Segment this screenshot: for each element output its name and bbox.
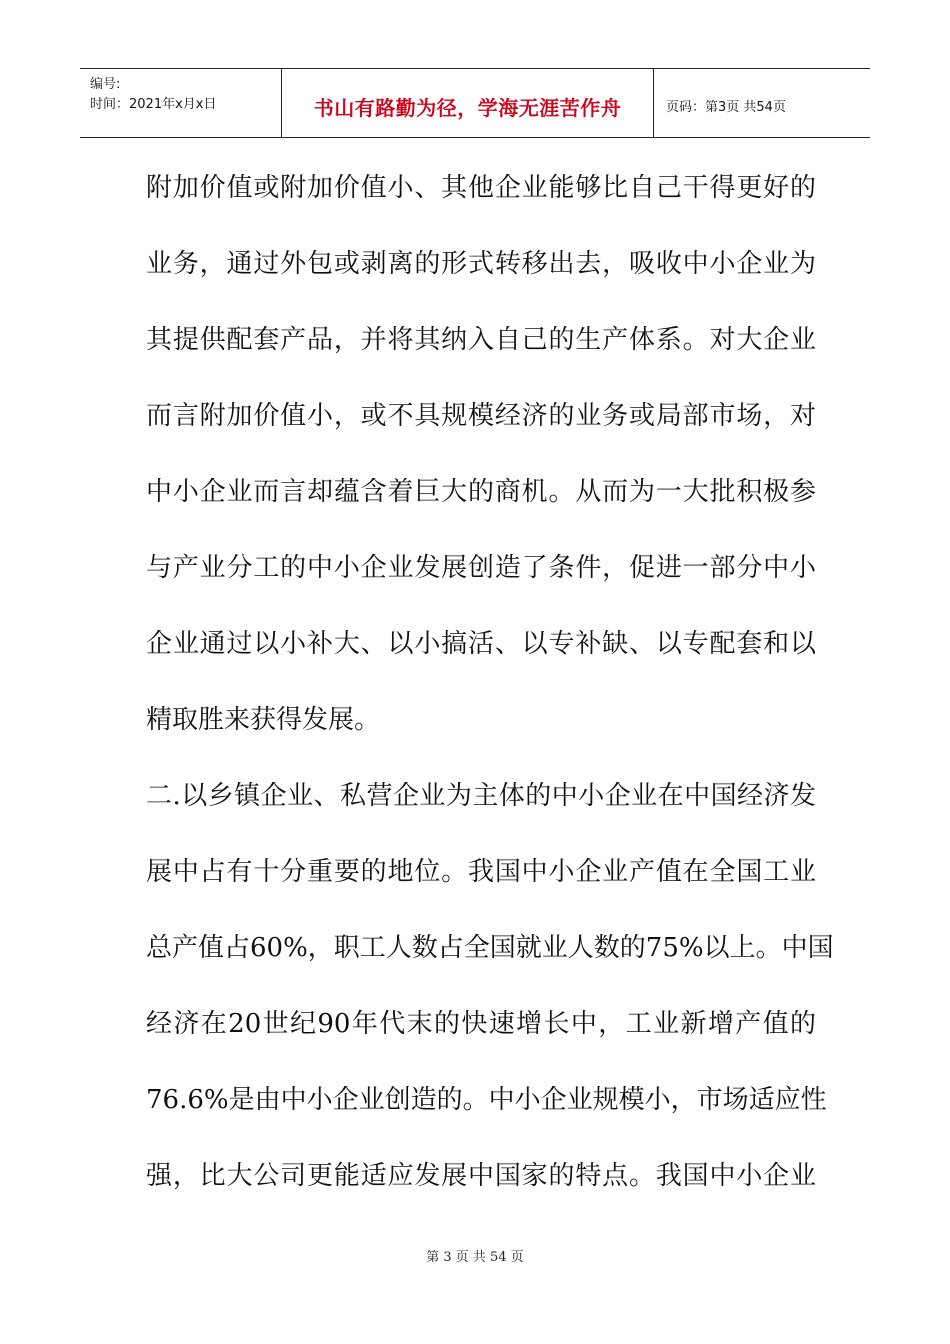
motto-text: 书山有路勤为径，学海无涯苦作舟 <box>313 96 622 120</box>
body-line: 中小企业而言却蕴含着巨大的商机。从而为一大批积极参 <box>146 477 816 507</box>
body-line: 76.6%是由中小企业创造的。中小企业规模小，市场适应性 <box>146 1085 827 1115</box>
body-line: 其提供配套产品，并将其纳入自己的生产体系。对大企业 <box>146 325 816 355</box>
header-page-cell <box>654 69 870 137</box>
body-line: 总产值占60%，职工人数占全国就业人数的75%以上。中国 <box>146 933 834 963</box>
body-line: 业务，通过外包或剥离的形式转移出去，吸收中小企业为 <box>146 249 816 279</box>
body-line: 经济在20世纪90年代末的快速增长中，工业新增产值的 <box>146 1009 816 1039</box>
header-info-cell <box>80 69 282 137</box>
body-line: 与产业分工的中小企业发展创造了条件，促进一部分中小 <box>146 553 816 583</box>
body-line: 展中占有十分重要的地位。我国中小企业产值在全国工业 <box>146 857 816 887</box>
body-line: 精取胜来获得发展。 <box>146 705 381 735</box>
page-header <box>80 68 870 138</box>
body-line: 强，比大公司更能适应发展中国家的特点。我国中小企业 <box>146 1161 816 1191</box>
document-number-label: 编号: <box>90 77 121 92</box>
header-page-number: 页码：第3页 共54页 <box>666 100 786 115</box>
header-motto-cell <box>282 69 654 137</box>
body-line: 而言附加价值小，或不具规模经济的业务或局部市场，对 <box>146 401 816 431</box>
body-line: 企业通过以小补大、以小搞活、以专补缺、以专配套和以 <box>146 629 816 659</box>
section-heading-line: 二.以乡镇企业、私营企业为主体的中小企业在中国经济发 <box>146 781 816 811</box>
body-line: 附加价值或附加价值小、其他企业能够比自己干得更好的 <box>146 173 816 203</box>
body-text <box>146 150 834 1214</box>
document-time-label: 时间：2021年x月x日 <box>90 97 217 112</box>
page-footer: 第 3 页 共 54 页 <box>426 1250 524 1265</box>
